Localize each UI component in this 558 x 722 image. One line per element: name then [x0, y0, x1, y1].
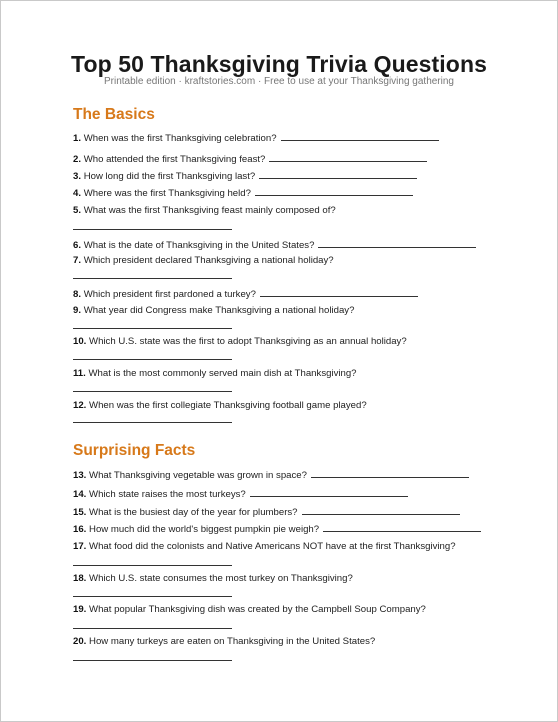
question-14 — [73, 487, 408, 500]
answer-blank[interactable] — [281, 131, 439, 141]
question-text: Which U.S. state was the first to adopt Thanksgiving as an annual holiday? — [89, 336, 407, 347]
question-17 — [73, 541, 456, 552]
question-7 — [73, 255, 334, 266]
question-13 — [73, 468, 469, 481]
answer-line[interactable] — [73, 565, 232, 566]
question-text: What was the first Thanksgiving feast mainly composed of? — [83, 205, 336, 216]
answer-line[interactable] — [73, 660, 232, 661]
answer-line[interactable] — [73, 328, 232, 329]
question-text: What year did Congress make Thanksgiving a national holiday? — [83, 305, 355, 316]
question-text: How long did the first Thanksgiving last? — [83, 171, 256, 182]
question-number: 16. — [73, 524, 87, 535]
answer-blank[interactable] — [269, 152, 427, 162]
question-text: Who attended the first Thanksgiving feast? — [83, 154, 266, 165]
answer-blank[interactable] — [323, 522, 481, 532]
question-text: What food did the colonists and Native Americans NOT have at the first Thanksgiving? — [89, 541, 456, 552]
question-text: When was the first collegiate Thanksgiving football game played? — [89, 400, 367, 411]
answer-line[interactable] — [73, 359, 232, 360]
answer-blank[interactable] — [260, 287, 418, 297]
answer-blank[interactable] — [311, 468, 469, 478]
question-text: Which U.S. state consumes the most turkey on Thanksgiving? — [89, 573, 353, 584]
question-number: 13. — [73, 470, 87, 481]
question-number: 18. — [73, 573, 87, 584]
answer-blank[interactable] — [259, 169, 417, 179]
question-text: What Thanksgiving vegetable was grown in space? — [89, 470, 307, 481]
question-15 — [73, 505, 460, 518]
question-2 — [73, 152, 427, 165]
question-number: 5. — [73, 205, 82, 216]
question-3 — [73, 169, 417, 182]
question-text: How many turkeys are eaten on Thanksgiving in the United States? — [89, 636, 376, 647]
question-text: When was the first Thanksgiving celebration? — [83, 133, 277, 144]
question-9 — [73, 305, 354, 316]
question-text: What is the date of Thanksgiving in the United States? — [83, 240, 315, 251]
page-subtitle: Printable edition · kraftstories.com · Free to use at your Thanksgiving gathering — [104, 76, 454, 87]
answer-line[interactable] — [73, 391, 232, 392]
question-16 — [73, 522, 481, 535]
question-number: 14. — [73, 489, 87, 500]
question-10 — [73, 336, 407, 347]
question-6 — [73, 238, 476, 251]
answer-line[interactable] — [73, 596, 232, 597]
question-20 — [73, 636, 375, 647]
question-4 — [73, 186, 413, 199]
question-19 — [73, 604, 426, 615]
question-12 — [73, 400, 367, 411]
answer-blank[interactable] — [302, 505, 460, 515]
question-text: What is the most commonly served main dish at Thanksgiving? — [88, 368, 357, 379]
question-text: Which president first pardoned a turkey? — [83, 289, 256, 300]
answer-blank[interactable] — [318, 238, 476, 248]
question-text: Which president declared Thanksgiving a national holiday? — [83, 255, 334, 266]
page-title: Top 50 Thanksgiving Trivia Questions — [71, 51, 487, 77]
answer-blank[interactable] — [255, 186, 413, 196]
question-number: 12. — [73, 400, 87, 411]
question-text: What popular Thanksgiving dish was created by the Campbell Soup Company? — [89, 604, 426, 615]
question-number: 15. — [73, 507, 87, 518]
question-18 — [73, 573, 353, 584]
question-number: 2. — [73, 154, 82, 165]
section-title-surprising-facts: Surprising Facts — [73, 442, 196, 459]
question-text: How much did the world's biggest pumpkin pie weigh? — [89, 524, 320, 535]
question-number: 1. — [73, 133, 82, 144]
question-number: 3. — [73, 171, 82, 182]
question-text: What is the busiest day of the year for plumbers? — [89, 507, 298, 518]
question-number: 20. — [73, 636, 87, 647]
question-5 — [73, 205, 336, 216]
question-11 — [73, 368, 357, 379]
answer-line[interactable] — [73, 229, 232, 230]
question-number: 19. — [73, 604, 87, 615]
answer-line[interactable] — [73, 278, 232, 279]
question-number: 4. — [73, 188, 82, 199]
answer-line[interactable] — [73, 628, 232, 629]
answer-line[interactable] — [73, 422, 232, 423]
answer-blank[interactable] — [250, 487, 408, 497]
question-number: 17. — [73, 541, 87, 552]
question-text: Which state raises the most turkeys? — [89, 489, 246, 500]
section-title-basics: The Basics — [73, 106, 155, 123]
question-number: 11. — [73, 368, 86, 379]
question-8 — [73, 287, 418, 300]
question-text: Where was the first Thanksgiving held? — [83, 188, 251, 199]
question-number: 10. — [73, 336, 87, 347]
question-1 — [73, 131, 439, 144]
question-number: 8. — [73, 289, 82, 300]
question-number: 6. — [73, 240, 82, 251]
question-number: 7. — [73, 255, 82, 266]
question-number: 9. — [73, 305, 82, 316]
